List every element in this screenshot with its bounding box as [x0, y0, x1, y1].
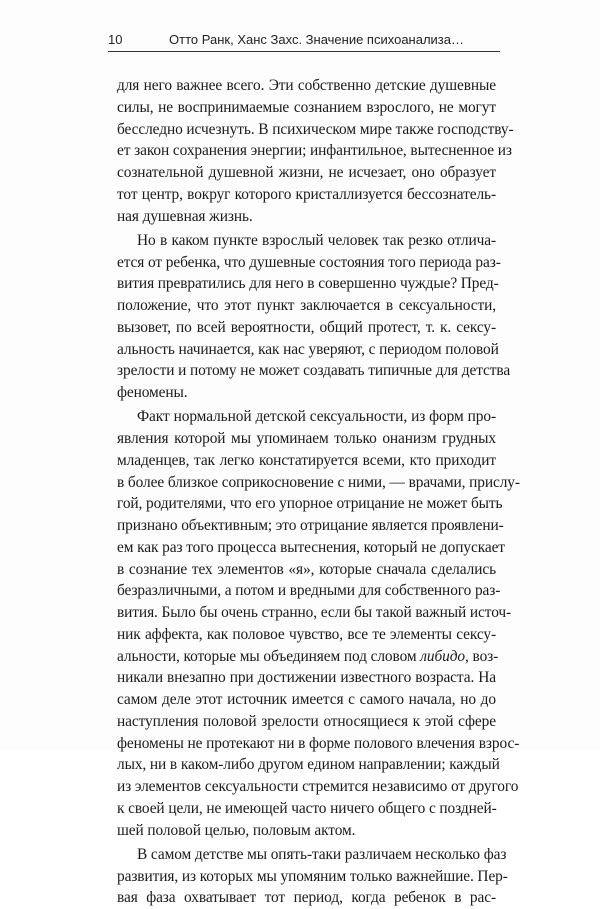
text-line: в более близкое соприкосновение с ними, — врачами, прислу-: [117, 473, 520, 491]
text-line: самом деле этот источник имеется с самого начала, но до: [117, 691, 496, 708]
text-line: из элементов сексуальности стремится независимо от другого: [117, 778, 519, 795]
page-header: [108, 28, 500, 48]
text-line: ная душевная жизнь.: [117, 207, 253, 225]
text-line: никали внезапно при достижении известного возраста. На: [117, 669, 496, 687]
text-line: силы, не воспринимаемые сознанием взрослого, не могут: [117, 98, 496, 116]
text-line: Факт нормальной детской сексуальности, из форм про-: [137, 408, 496, 426]
text-line: вития. Было бы очень странно, если бы такой важный источ-: [117, 604, 512, 621]
italic-term: либидо,: [420, 647, 469, 665]
page-number: 10: [108, 32, 123, 47]
text-line: признано объективным; это отрицание является проявлени-: [117, 517, 504, 534]
body-text: [117, 75, 520, 909]
text-line: ет закон сохранения энергии; инфантильное, вытесненное из: [117, 142, 512, 160]
text-line: шей половой целью, половым актом.: [117, 821, 356, 839]
text-line: вития превратились для него в совершенно чуждые? Пред-: [117, 275, 499, 293]
text-line: сознательной душевной жизни, не исчезает, оно образует: [117, 164, 496, 181]
text-line: положение, что этот пункт заключается в сексуальности,: [117, 297, 496, 314]
text-line: в сознание тех элементов «я», которые сначала сделались: [117, 560, 496, 578]
text-line: вызовет, по всей вероятности, общий протест, т. к. сексу-: [117, 318, 496, 336]
text-line: наступления половой зрелости относящиеся к этой сфере: [117, 712, 496, 730]
text-line: для него важнее всего. Эти собственно детские душевные: [117, 77, 496, 94]
text-line: вая фаза охватывает тот период, когда ребенок в рас-: [117, 889, 496, 907]
text-line: ем как раз того процесса вытеснения, который не допускает: [117, 538, 505, 556]
text-line: явления которой мы упоминаем только онанизм грудных: [117, 430, 496, 447]
text-line: бесследно исчезнуть. В психическом мире также господству-: [117, 120, 514, 138]
header-rule: [108, 51, 500, 52]
text-line: лых, ни в каком-либо другом едином направлении; каждый: [117, 756, 500, 774]
text-segment: воз-: [468, 647, 499, 665]
text-line: к своей цели, не имеющей часто ничего общего с поздней-: [117, 799, 497, 817]
text-line: младенцев, так легко констатируется всеми, кто приходит: [117, 451, 496, 469]
text-segment: альности, которые мы объединяем под словом: [117, 647, 417, 665]
text-line: альность начинается, как нас уверяют, с периодом половой: [117, 340, 499, 358]
text-line: развития, из которых мы упомяним только важнейшие. Пер-: [117, 867, 508, 885]
text-line: безразличными, а потом и вредными для собственного раз-: [117, 582, 501, 600]
text-line: зрелости и потому не может создавать типичные для детства: [117, 362, 511, 380]
text-line: гой, родителями, что его упорное отрицание не может быть: [117, 495, 503, 513]
text-line: феномены не протекают ни в форме полового влечения взрос-: [117, 734, 520, 752]
text-line: ник аффекта, как половое чувство, все те элементы сексу-: [117, 625, 496, 643]
text-line: феномены.: [117, 384, 188, 401]
text-line: тот центр, вокруг которого кристаллизуется бессознатель-: [117, 185, 496, 203]
text-line: В самом детстве мы опять-таки различаем несколько фаз: [137, 845, 507, 863]
running-title: Отто Ранк, Ханс Захс. Значение психоанализа…: [169, 32, 464, 47]
text-line: Но в каком пункте взрослый человек так резко отлича-: [137, 231, 496, 249]
text-line: ется от ребенка, что душевные состояния того периода раз-: [117, 253, 501, 271]
text-line: [117, 646, 499, 668]
